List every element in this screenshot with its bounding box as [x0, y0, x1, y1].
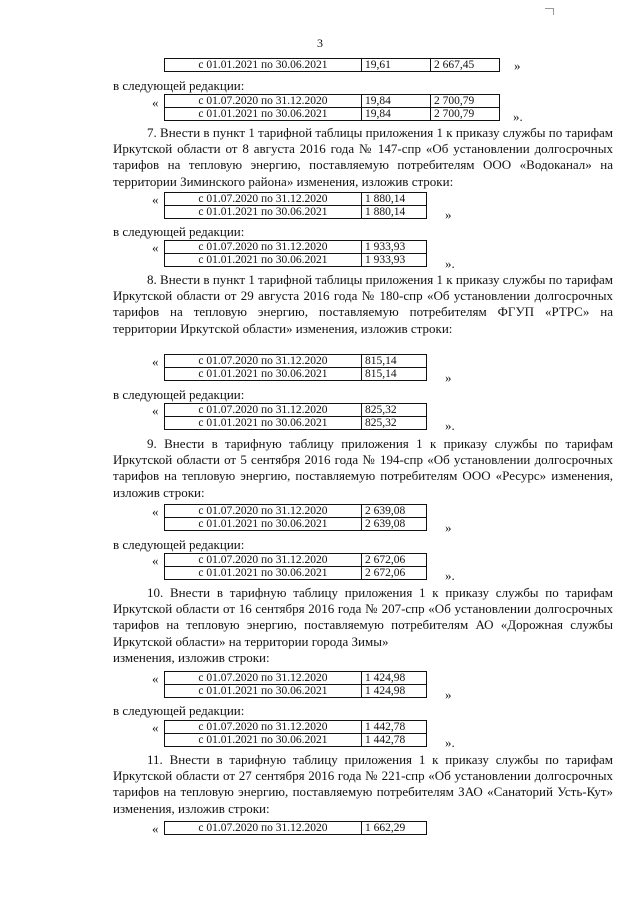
period-cell: с 01.07.2020 по 31.12.2020	[165, 404, 362, 417]
close-quote: ».	[445, 568, 455, 583]
page-number: 3	[317, 36, 323, 50]
value-cell: 815,14	[362, 355, 427, 368]
table-row	[165, 721, 427, 734]
item8-new-table	[164, 403, 427, 430]
table-row	[165, 368, 427, 381]
table-row	[165, 505, 427, 518]
value-cell: 19,61	[362, 59, 431, 72]
value-cell: 1 933,93	[362, 241, 427, 254]
close-quote: ».	[513, 109, 523, 124]
table-row	[165, 59, 500, 72]
item9-old-table	[164, 504, 427, 531]
table-row	[165, 734, 427, 747]
open-quote: «	[152, 553, 159, 568]
strings-label: изменения, изложив строки:	[113, 650, 270, 665]
table-row	[165, 822, 427, 835]
period-cell: с 01.07.2020 по 31.12.2020	[165, 505, 362, 518]
table-row	[165, 518, 427, 531]
paragraph-item-7: 7. Внести в пункт 1 тарифной таблицы приложения 1 к приказу службы по тарифам Иркутской области от 8 августа 2016 года № 147-спр «Об установлении долгосрочных тарифов на тепловую энергию, поставляемую потребителям ООО «Водоканал» на территории Зиминского района» изменения, изложив строки:	[113, 125, 613, 189]
open-quote: «	[152, 192, 159, 207]
period-cell: с 01.01.2021 по 30.06.2021	[165, 206, 362, 219]
value-cell: 2 639,08	[362, 505, 427, 518]
period-cell: с 01.07.2020 по 31.12.2020	[165, 355, 362, 368]
value-cell: 1 424,98	[362, 685, 427, 698]
period-cell: с 01.01.2021 по 30.06.2021	[165, 685, 362, 698]
table-row	[165, 95, 500, 108]
period-cell: с 01.07.2020 по 31.12.2020	[165, 672, 362, 685]
period-cell: с 01.07.2020 по 31.12.2020	[165, 193, 362, 206]
item10-new-table	[164, 720, 427, 747]
close-quote: »	[445, 687, 452, 702]
redaction-label: в следующей редакции:	[113, 78, 245, 93]
close-quote: »	[445, 370, 452, 385]
open-quote: «	[152, 240, 159, 255]
table-row	[165, 567, 427, 580]
paragraph-item-11: 11. Внести в тарифную таблицу приложения 1 к приказу службы по тарифам Иркутской области от 27 сентября 2016 года № 221-спр «Об установлении долгосрочных тарифов на тепловую энергию, поставляемую потребителям ЗАО «Санаторий Усть-Кут» изменения, изложив строки:	[113, 752, 613, 816]
paragraph-item-8: 8. Внести в пункт 1 тарифной таблицы приложения 1 к приказу службы по тарифам Иркутской области от 29 августа 2016 года № 180-спр «Об установлении долгосрочных тарифов на тепловую энергию, поставляемую потребителям ФГУП «РТРС» на территории Иркутской области» изменения, изложив строки:	[113, 272, 613, 336]
open-quote: «	[152, 671, 159, 686]
close-quote: ».	[445, 418, 455, 433]
value-cell: 2 700,79	[431, 95, 500, 108]
value-cell: 1 662,29	[362, 822, 427, 835]
item7-old-table	[164, 192, 427, 219]
period-cell: с 01.01.2021 по 30.06.2021	[165, 518, 362, 531]
value-cell: 1 880,14	[362, 206, 427, 219]
value-cell: 2 672,06	[362, 567, 427, 580]
value-cell: 2 639,08	[362, 518, 427, 531]
open-quote: «	[152, 504, 159, 519]
paragraph-item-10: 10. Внести в тарифную таблицу приложения 1 к приказу службы по тарифам Иркутской области от 16 сентября 2016 года № 207-спр «Об установлении долгосрочных тарифов на тепловую энергию, поставляемую потребителям АО «Дорожная службы Иркутской области» на территории города Зимы»	[113, 585, 613, 649]
period-cell: с 01.01.2021 по 30.06.2021	[165, 368, 362, 381]
open-quote: «	[152, 95, 159, 110]
period-cell: с 01.01.2021 по 30.06.2021	[165, 254, 362, 267]
open-quote: «	[152, 354, 159, 369]
period-cell: с 01.01.2021 по 30.06.2021	[165, 734, 362, 747]
block-a-new-table	[164, 94, 500, 121]
close-quote: »	[445, 520, 452, 535]
period-cell: с 01.01.2021 по 30.06.2021	[165, 59, 362, 72]
period-cell: с 01.07.2020 по 31.12.2020	[165, 554, 362, 567]
table-row	[165, 241, 427, 254]
close-quote: ».	[445, 256, 455, 271]
table-row	[165, 108, 500, 121]
value-cell: 19,84	[362, 108, 431, 121]
value-cell: 2 667,45	[431, 59, 500, 72]
redaction-label: в следующей редакции:	[113, 224, 245, 239]
close-quote: »	[514, 58, 521, 73]
value-cell: 2 700,79	[431, 108, 500, 121]
period-cell: с 01.07.2020 по 31.12.2020	[165, 95, 362, 108]
value-cell: 2 672,06	[362, 554, 427, 567]
paragraph-item-9: 9. Внести в тарифную таблицу приложения 1 к приказу службы по тарифам Иркутской области от 5 сентября 2016 года № 194-спр «Об установлении долгосрочных тарифов на тепловую энергию, поставляемую потребителям ООО «Ресурс» изменения, изложив строки:	[113, 436, 613, 500]
close-quote: »	[445, 207, 452, 222]
table-row	[165, 254, 427, 267]
redaction-label: в следующей редакции:	[113, 387, 245, 402]
value-cell: 1 880,14	[362, 193, 427, 206]
value-cell: 825,32	[362, 404, 427, 417]
corner-mark	[545, 8, 554, 15]
period-cell: с 01.01.2021 по 30.06.2021	[165, 417, 362, 430]
value-cell: 1 442,78	[362, 721, 427, 734]
item11-old-table	[164, 821, 427, 835]
period-cell: с 01.07.2020 по 31.12.2020	[165, 721, 362, 734]
open-quote: «	[152, 720, 159, 735]
table-row	[165, 404, 427, 417]
close-quote: ».	[445, 735, 455, 750]
value-cell: 825,32	[362, 417, 427, 430]
redaction-label: в следующей редакции:	[113, 537, 245, 552]
table-row	[165, 685, 427, 698]
period-cell: с 01.01.2021 по 30.06.2021	[165, 108, 362, 121]
item7-new-table	[164, 240, 427, 267]
item9-new-table	[164, 553, 427, 580]
value-cell: 815,14	[362, 368, 427, 381]
period-cell: с 01.01.2021 по 30.06.2021	[165, 567, 362, 580]
table-row	[165, 417, 427, 430]
value-cell: 1 442,78	[362, 734, 427, 747]
item10-old-table	[164, 671, 427, 698]
item8-old-table	[164, 354, 427, 381]
value-cell: 1 933,93	[362, 254, 427, 267]
value-cell: 19,84	[362, 95, 431, 108]
table-row	[165, 554, 427, 567]
open-quote: «	[152, 821, 159, 836]
period-cell: с 01.07.2020 по 31.12.2020	[165, 822, 362, 835]
redaction-label: в следующей редакции:	[113, 703, 245, 718]
prefix-table	[164, 58, 500, 72]
table-row	[165, 206, 427, 219]
open-quote: «	[152, 403, 159, 418]
table-row	[165, 355, 427, 368]
table-row	[165, 672, 427, 685]
table-row	[165, 193, 427, 206]
period-cell: с 01.07.2020 по 31.12.2020	[165, 241, 362, 254]
value-cell: 1 424,98	[362, 672, 427, 685]
